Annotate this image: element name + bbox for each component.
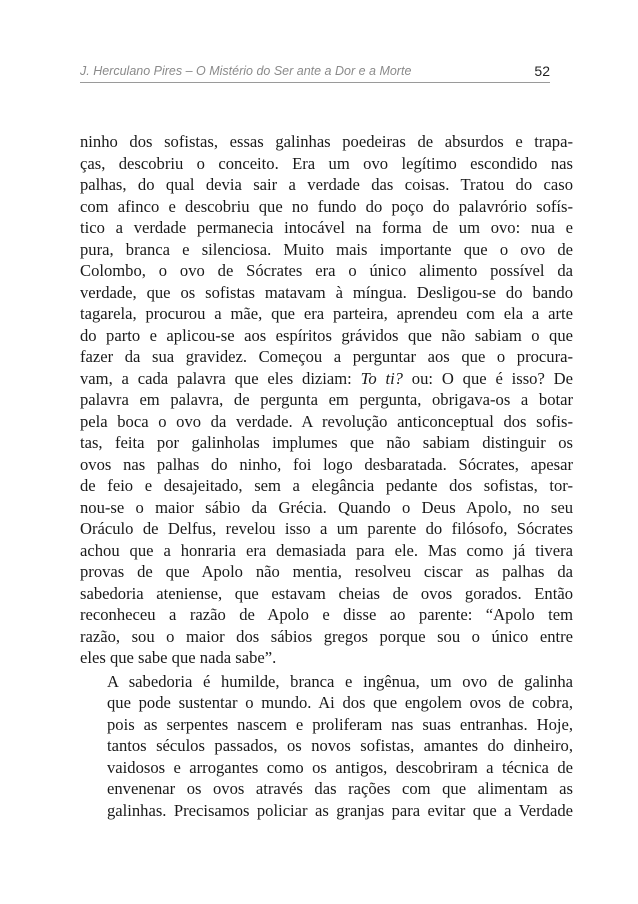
text-line: pura, branca e silenciosa. Muito mais importante que o ovo de [80, 239, 573, 259]
text-line: ças, descobriu o conceito. Era um ovo legítimo escondido nas [80, 153, 573, 173]
text-line: de feio e desajeitado, sem a elegância pedante dos sofistas, tor- [80, 476, 573, 495]
page-number: 52 [534, 63, 550, 79]
text-line: achou que a honraria era demasiada para ele. Mas como já tivera [80, 540, 573, 560]
text-line: pela boca o ovo da verdade. A revolução anticonceptual dos sofis- [80, 411, 573, 431]
paragraph-1 [80, 131, 573, 669]
text-segment: ou: O que é isso? De [402, 368, 573, 388]
text-line: provas de que Apolo não mentia, resolveu ciscar as palhas da [80, 562, 573, 581]
text-line: ovos nas palhas do ninho, foi logo desbaratada. Sócrates, apesar [80, 454, 573, 474]
text-line: eles que sabe que nada sabe”. [80, 648, 277, 667]
text-line: que pode sustentar o mundo. Ai dos que engolem ovos de cobra, [107, 693, 573, 712]
text-line-with-italic [80, 368, 573, 390]
text-line: tas, feita por galinholas implumes que não sabiam distinguir os [80, 433, 573, 452]
text-line: Oráculo de Delfus, revelou isso a um parente do filósofo, Sócrates [80, 519, 573, 538]
text-line: com afinco e descobriu que no fundo do poço do palavrório sofís- [80, 196, 573, 216]
italic-phrase: To ti? [360, 368, 403, 388]
text-line: Colombo, o ovo de Sócrates era o único alimento possível da [80, 261, 573, 280]
running-header [80, 62, 550, 83]
text-segment: vam, a cada palavra que eles diziam: [80, 368, 361, 388]
body-text [80, 131, 573, 821]
text-line: A sabedoria é humilde, branca e ingênua, um ovo de galinha [107, 671, 573, 691]
text-line: reconheceu a razão de Apolo e disse ao parente: “Apolo tem [80, 605, 573, 624]
text-line: tantos séculos passados, os novos sofistas, amantes do dinheiro, [107, 736, 573, 755]
text-line: galinhas. Precisamos policiar as granjas para evitar que a Verdade [107, 800, 573, 820]
text-line: sabedoria ateniense, que estavam cheias de ovos gorados. Então [80, 583, 573, 603]
text-line: verdade, que os sofistas matavam à míngua. Desligou-se do bando [80, 282, 573, 302]
text-line: palavra em palavra, de pergunta em pergunta, obrigava-os a botar [80, 390, 573, 409]
text-line: nou-se o maior sábio da Grécia. Quando o Deus Apolo, no seu [80, 497, 573, 517]
text-line: razão, sou o maior dos sábios gregos porque sou o único entre [80, 626, 573, 646]
text-line: do parto e aplicou-se aos espíritos grávidos que não sabiam o que [80, 325, 573, 345]
text-line: fazer da sua gravidez. Começou a perguntar aos que o procura- [80, 347, 573, 366]
text-line: tagarela, procurou a mãe, que era parteira, aprendeu com ela a arte [80, 304, 573, 323]
text-line: palhas, do qual devia sair a verdade das coisas. Tratou do caso [80, 175, 573, 194]
text-line: ninho dos sofistas, essas galinhas poedeiras de absurdos e trapa- [80, 132, 573, 151]
text-line: envenenar os ovos através das rações com que alimentam as [107, 779, 573, 798]
text-line: vaidosos e arrogantes como os antigos, descobriram a técnica de [107, 757, 573, 777]
paragraph-2 [80, 671, 573, 822]
header-title: J. Herculano Pires – O Mistério do Ser ante a Dor e a Morte [80, 64, 412, 78]
text-line: pois as serpentes nascem e proliferam nas suas entranhas. Hoje, [107, 714, 573, 734]
text-line: tico a verdade permanecia intocável na forma de um ovo: nua e [80, 218, 573, 237]
